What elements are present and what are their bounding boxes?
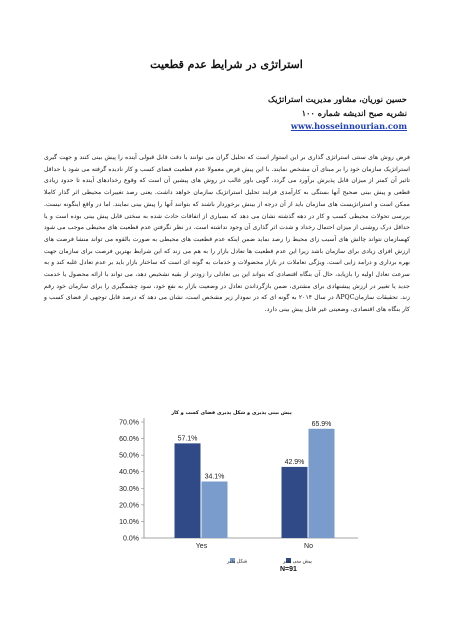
data-label: 65.9% xyxy=(311,420,332,428)
y-tick-label: 20.0% xyxy=(119,502,139,510)
y-tick-label: 70.0% xyxy=(119,419,139,427)
y-tick-label: 0.0% xyxy=(123,535,139,543)
author-line: حسین نوریان، مشاور مدیریت استراتژیک xyxy=(267,94,407,104)
bar xyxy=(202,481,228,538)
publication-line: نشریه صبح اندیشه شماره ۱۰۰ xyxy=(301,107,407,118)
sample-size-note: N=91 xyxy=(280,566,297,573)
legend-label: شکل پذیر xyxy=(227,558,248,565)
chart-title: پیش بینی پذیری و شکل پذیری فضای کسب و کار xyxy=(171,410,292,416)
x-tick-label: Yes xyxy=(195,543,208,550)
page-title: استراتژی در شرایط عدم قطعیت xyxy=(150,58,303,71)
author-block xyxy=(47,93,407,134)
y-tick-label: 30.0% xyxy=(119,485,139,493)
y-tick-label: 60.0% xyxy=(119,436,139,444)
data-label: 34.1% xyxy=(204,473,225,481)
y-tick-label: 40.0% xyxy=(119,469,139,477)
bar xyxy=(282,467,308,538)
x-tick-label: No xyxy=(304,543,313,550)
chart-container xyxy=(100,410,363,600)
bar xyxy=(309,429,335,538)
website-link[interactable]: www.hosseinnourian.com xyxy=(290,121,407,131)
y-tick-label: 50.0% xyxy=(119,452,139,460)
data-label: 57.1% xyxy=(177,435,198,443)
bar xyxy=(175,443,201,538)
legend-label: پیش بینی پذیر xyxy=(283,558,312,565)
body-paragraph: فرض روش های سنتی استراتژی گذاری بر این استوار است که تحلیل گران می توانند با دقت قابل قبولی آینده را پیش بینی کنند و جهت گیری استراتژیک سازمان خود را بر مبنای آن مشخص نمایند. با این پیش فرض معمولا عدم قطعیت فضای کسب و کار نادیده گرفته می شود یا حداقل تاثیر آن کمتر از میزان قابل پذیرش برآورد می گردد. گویی باور غالب در روش های پیشین آن است که وقوع رخدادهای آینده تا حدود زیادی قطعی و پیش بینی صحیح آنها بستگی به کارآمدی فرایند تحلیل استراتژیک سازمان خواهد داشت. یعنی رصد تغییرات محیطی اثر گذار کاملا ممکن است و استراتژیست های سازمان باید از آن درجه از بینش برخوردار باشند که بتوانند آنها را پیش بینی نمایند. اما در واقع اینگونه نیست. بررسی تحولات محیطی کسب و کار در دهه گذشته نشان می دهد که بسیاری از اتفاقات حادث شده به سختی قابل پیش بینی بوده است و یا حداقل درک روشنی از میزان احتمال رخداد و شدت اثر گذاری آن وجود نداشته است. در نظر نگرفتن عدم قطعیت های محیطی موجب می شود کهسازمان نتواند چالش های آسیب زای محیط را رصد نماید ضمن اینکه عدم قطعیت های محیطی به صورت بالقوه می تواند منشا فرصت های ارزش افزای زیادی برای سازمان باشد زیرا این عدم قطعیت ها تعادل بازار را به هم می زند که این شرایط بهترین فرصت برای سازمان جهت بهره برداری و درامد زایی است. ویژگی تعاملات در بازار محصولات و خدمات به گونه ای است که ساختار بازار باید بر عدم تعادل غلبه کند و به سرعت تعادل اولیه را بازیابد، حال آن بنگاه اقتصادی که بتواند این بی تعادلی را زودتر از بقیه تشخیص دهد، می تواند با ارائه محصول یا خدمت جدید یا تغییر در ارزش پیشنهادی برای مشتری، ضمن بازگرداندن تعادل در وضعیت بازار به نفع خود، سود چشمگیری را برای سازمان خود رقم زند. تحقیقات سازمانAPQC در سال ۲۰۱۴ به گونه ای که در نمودار زیر مشخص است، نشان می دهد که درصد قابل توجهی از فضای کسب و کار بنگاه های اقتصادی، وضعیتی غیر قابل پیش بینی دارد. xyxy=(44,154,410,314)
bar-chart xyxy=(100,410,363,600)
data-label: 42.9% xyxy=(284,458,305,466)
y-tick-label: 10.0% xyxy=(119,518,139,526)
